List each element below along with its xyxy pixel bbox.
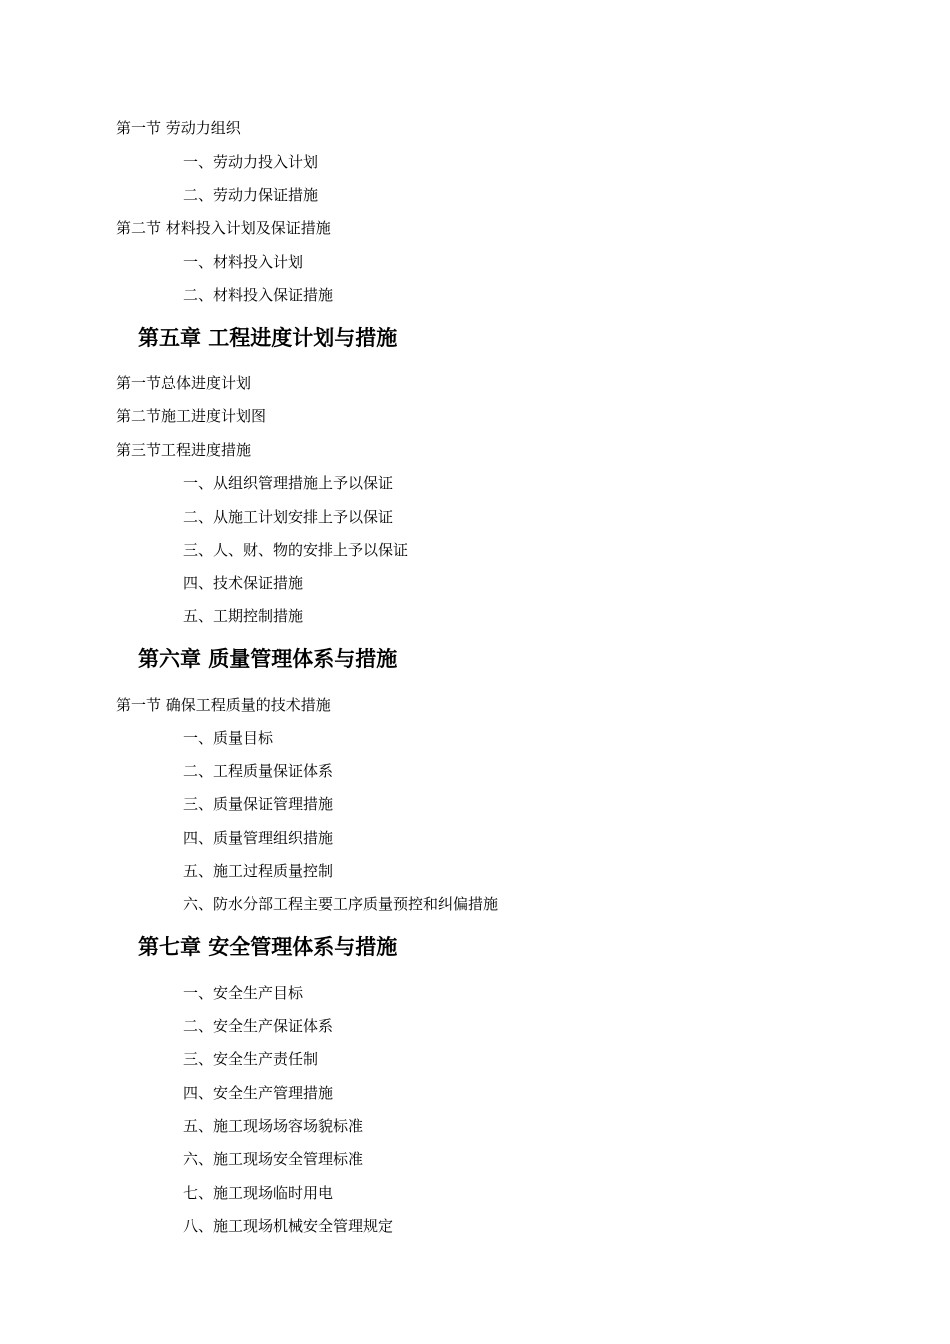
toc-item: 一、质量目标: [183, 729, 274, 747]
toc-chapter-7: 第七章 安全管理体系与措施: [138, 935, 398, 959]
toc-section: 第二节施工进度计划图: [116, 407, 267, 425]
toc-item: 二、安全生产保证体系: [183, 1017, 334, 1035]
toc-item: 三、安全生产责任制: [183, 1050, 319, 1068]
toc-item: 三、质量保证管理措施: [183, 795, 334, 813]
toc-item: 六、防水分部工程主要工序质量预控和纠偏措施: [183, 895, 499, 913]
toc-item: 四、技术保证措施: [183, 574, 304, 592]
toc-item: 六、施工现场安全管理标准: [183, 1150, 364, 1168]
toc-item: 二、材料投入保证措施: [183, 286, 334, 304]
toc-section-2: 第二节 材料投入计划及保证措施: [116, 219, 331, 237]
toc-item: 八、施工现场机械安全管理规定: [183, 1217, 394, 1235]
toc-item: 二、从施工计划安排上予以保证: [183, 508, 394, 526]
toc-item: 二、劳动力保证措施: [183, 186, 319, 204]
toc-item: 四、安全生产管理措施: [183, 1084, 334, 1102]
toc-section: 第一节总体进度计划: [116, 374, 252, 392]
toc-section-1: 第一节 劳动力组织: [116, 119, 241, 137]
toc-chapter-6: 第六章 质量管理体系与措施: [138, 647, 398, 671]
toc-chapter-5: 第五章 工程进度计划与措施: [138, 326, 398, 350]
toc-section: 第三节工程进度措施: [116, 441, 252, 459]
toc-item: 一、劳动力投入计划: [183, 153, 319, 171]
toc-item: 五、施工过程质量控制: [183, 862, 334, 880]
toc-item: 一、安全生产目标: [183, 984, 304, 1002]
toc-item: 四、质量管理组织措施: [183, 829, 334, 847]
toc-section: 第一节 确保工程质量的技术措施: [116, 696, 331, 714]
toc-item: 一、材料投入计划: [183, 253, 304, 271]
toc-item: 一、从组织管理措施上予以保证: [183, 474, 394, 492]
toc-item: 二、工程质量保证体系: [183, 762, 334, 780]
toc-item: 七、施工现场临时用电: [183, 1184, 334, 1202]
toc-item: 三、人、财、物的安排上予以保证: [183, 541, 409, 559]
toc-item: 五、工期控制措施: [183, 607, 304, 625]
toc-item: 五、施工现场场容场貌标准: [183, 1117, 364, 1135]
